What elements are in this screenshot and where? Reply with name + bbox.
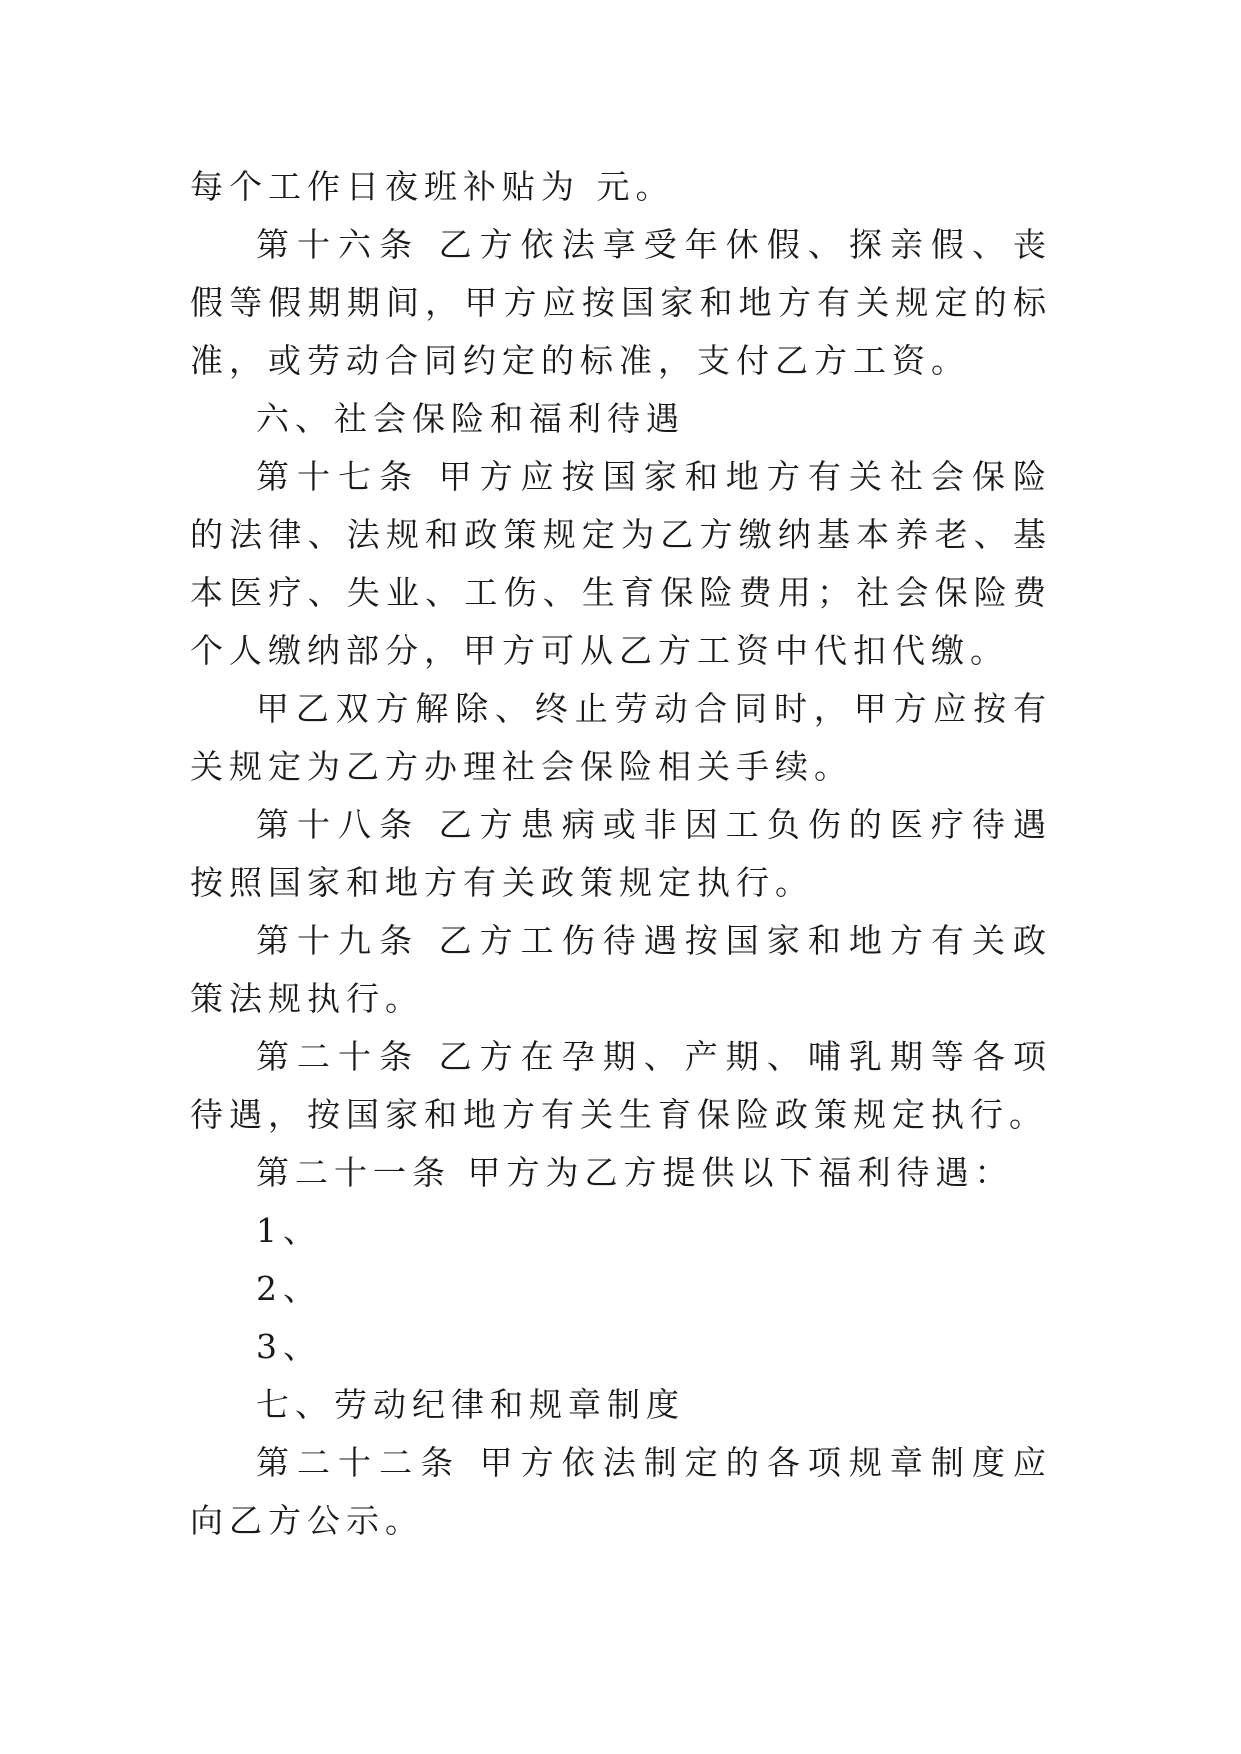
list-item-benefit-1: 1、 — [256, 1211, 322, 1250]
section-heading-labor-discipline: 七、劳动纪律和规章制度 — [256, 1385, 685, 1424]
paragraph-article-16: 第十六条 乙方依法享受年休假、探亲假、丧假等假期期间，甲方应按国家和地方有关规定的标准，或劳动合同约定的标准，支付乙方工资。 — [190, 225, 1052, 380]
list-item-benefit-3: 3、 — [256, 1327, 322, 1366]
paragraph-article-17: 第十七条 甲方应按国家和地方有关社会保险的法律、法规和政策规定为乙方缴纳基本养老、基本医疗、失业、工伤、生育保险费用；社会保险费个人缴纳部分，甲方可从乙方工资中代扣代缴。 — [190, 457, 1052, 670]
paragraph-article-22: 第二十二条 甲方依法制定的各项规章制度应向乙方公示。 — [190, 1443, 1052, 1540]
paragraph-article-21: 第二十一条 甲方为乙方提供以下福利待遇： — [256, 1153, 1014, 1192]
paragraph-article-18: 第十八条 乙方患病或非因工负伤的医疗待遇按照国家和地方有关政策规定执行。 — [190, 805, 1052, 902]
paragraph-night-shift-allowance: 每个工作日夜班补贴为 元。 — [190, 167, 675, 206]
section-heading-social-insurance: 六、社会保险和福利待遇 — [256, 399, 685, 438]
list-item-benefit-2: 2、 — [256, 1269, 322, 1308]
document-body — [190, 158, 1052, 1550]
paragraph-article-19: 第十九条 乙方工伤待遇按国家和地方有关政策法规执行。 — [190, 921, 1052, 1018]
paragraph-termination-insurance: 甲乙双方解除、终止劳动合同时，甲方应按有关规定为乙方办理社会保险相关手续。 — [190, 689, 1052, 786]
paragraph-article-20: 第二十条 乙方在孕期、产期、哺乳期等各项待遇，按国家和地方有关生育保险政策规定执行。 — [190, 1037, 1052, 1134]
